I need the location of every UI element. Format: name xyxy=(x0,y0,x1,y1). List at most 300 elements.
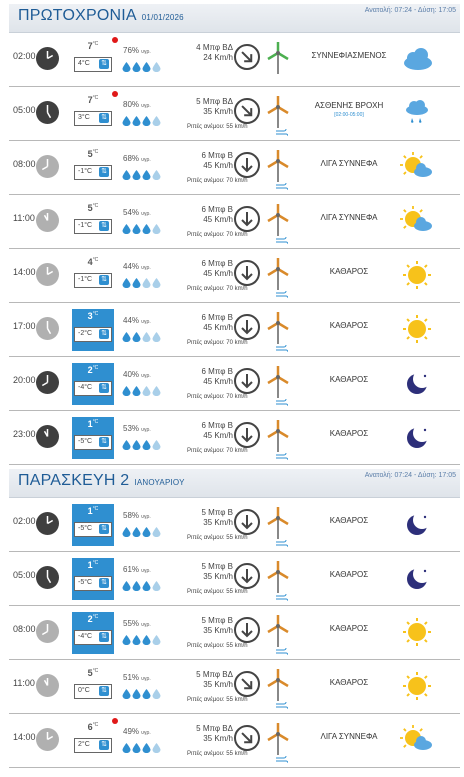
droplet-icon xyxy=(132,632,141,642)
forecast-row xyxy=(9,357,460,411)
droplet-icon xyxy=(142,383,151,393)
droplet-icon xyxy=(132,329,141,339)
thermometer-icon: ⇅ xyxy=(99,578,109,588)
forecast-row xyxy=(9,552,460,606)
droplet-icon xyxy=(132,167,141,177)
humidity-unit: υγρ. xyxy=(141,157,151,163)
max-temp-unit: °C xyxy=(92,41,99,47)
droplet-icon xyxy=(142,524,151,534)
droplet-icon xyxy=(142,740,151,750)
droplet-icon xyxy=(142,686,151,696)
wind-speed: 24 Km/h xyxy=(203,53,233,62)
droplet-icon xyxy=(132,383,141,393)
min-temp-value: -5 xyxy=(78,579,85,586)
wind-force: 6 Μπφ Β xyxy=(201,151,233,160)
wind-info xyxy=(177,724,233,744)
min-temp-value: -2 xyxy=(78,330,85,337)
wind-gust xyxy=(187,394,248,400)
wind-info xyxy=(177,616,233,636)
temperature-box xyxy=(72,504,114,546)
min-temp-value: -5 xyxy=(78,525,85,532)
clock-icon xyxy=(36,566,59,589)
thermometer-icon: ⇅ xyxy=(99,59,109,69)
min-temp-box xyxy=(74,111,112,126)
min-temp-value: 4 xyxy=(78,60,82,67)
wind-force: 5 Μπφ ΒΔ xyxy=(196,97,233,106)
wind-force: 6 Μπφ Β xyxy=(201,313,233,322)
max-temp-unit: °C xyxy=(92,560,99,566)
clock-icon xyxy=(36,317,59,340)
wind-info xyxy=(177,562,233,582)
gust-value: 55 km/h xyxy=(226,589,248,595)
thermometer-icon: ⇅ xyxy=(99,113,109,123)
temperature-box xyxy=(72,39,114,81)
moon-weather-icon xyxy=(399,421,435,453)
droplet-icon xyxy=(142,167,151,177)
max-temp xyxy=(72,149,114,159)
condition-text: ΛΙΓΑ ΣΥΝΝΕΦΑ xyxy=(320,159,378,168)
humidity-value: 68% xyxy=(123,154,140,163)
condition-text: ΚΑΘΑΡΟΣ xyxy=(329,321,369,330)
wind-gust xyxy=(187,643,248,649)
humidity-unit: υγρ. xyxy=(141,568,151,574)
max-temp-value: 4 xyxy=(87,257,93,267)
wind-speed: 45 Km/h xyxy=(203,323,233,332)
droplet-icon xyxy=(132,686,141,696)
min-temp-value: 2 xyxy=(78,741,82,748)
min-temp-value: 3 xyxy=(78,114,82,121)
wind-gust xyxy=(187,448,248,454)
time-label: 14:00 xyxy=(13,732,36,742)
wind-force: 6 Μπφ Β xyxy=(201,205,233,214)
clock-icon xyxy=(36,728,59,751)
day-header xyxy=(9,4,460,33)
thermometer-icon: ⇅ xyxy=(99,383,109,393)
max-temp-unit: °C xyxy=(92,149,99,155)
wind-gust xyxy=(187,751,248,757)
droplet-icon xyxy=(122,113,131,123)
droplet-icon xyxy=(152,632,161,642)
time-label: 08:00 xyxy=(13,624,36,634)
droplet-icon xyxy=(122,383,131,393)
humidity-unit: υγρ. xyxy=(141,730,151,736)
humidity-drops xyxy=(122,383,161,393)
sun-weather-icon xyxy=(399,670,435,702)
humidity-value: 61% xyxy=(123,565,140,574)
forecast-row xyxy=(9,249,460,303)
thermometer-icon: ⇅ xyxy=(99,740,109,750)
min-temp-box xyxy=(74,57,112,72)
droplet-icon xyxy=(152,275,161,285)
wind-info xyxy=(177,367,233,387)
wind-direction-arrow-icon xyxy=(234,422,260,448)
wind-gust xyxy=(187,124,248,130)
min-temp-box xyxy=(74,327,112,342)
gust-value: 70 km/h xyxy=(226,178,248,184)
humidity-unit: υγρ. xyxy=(141,427,151,433)
humidity-value: 44% xyxy=(123,262,140,271)
condition-text: ΚΑΘΑΡΟΣ xyxy=(329,624,369,633)
temperature-box xyxy=(72,147,114,189)
time-label: 05:00 xyxy=(13,105,36,115)
forecast-list xyxy=(0,4,464,768)
clock-icon xyxy=(36,209,59,232)
thermometer-icon: ⇅ xyxy=(99,686,109,696)
moon-weather-icon xyxy=(399,367,435,399)
gust-value: 70 km/h xyxy=(226,394,248,400)
humidity-value: 58% xyxy=(123,511,140,520)
humidity-value: 76% xyxy=(123,46,140,55)
humidity-unit: υγρ. xyxy=(141,622,151,628)
wind-turbine-icon xyxy=(266,41,290,80)
forecast-row xyxy=(9,141,460,195)
humidity xyxy=(123,619,151,628)
gust-icon xyxy=(276,534,288,541)
humidity xyxy=(123,673,151,682)
min-temp xyxy=(78,384,92,391)
forecast-row xyxy=(9,195,460,249)
humidity-drops xyxy=(122,632,161,642)
sun-weather-icon xyxy=(399,259,435,291)
gust-value: 55 km/h xyxy=(226,535,248,541)
gust-value: 55 km/h xyxy=(226,751,248,757)
gust-icon xyxy=(276,696,288,703)
max-temp xyxy=(72,311,114,321)
droplet-icon xyxy=(132,113,141,123)
thermometer-icon: ⇅ xyxy=(99,632,109,642)
droplet-icon xyxy=(152,383,161,393)
wind-info xyxy=(177,259,233,279)
droplet-icon xyxy=(122,329,131,339)
condition-period: [02:00-05:00] xyxy=(334,112,364,118)
condition-text: ΚΑΘΑΡΟΣ xyxy=(329,267,369,276)
max-temp-value: 2 xyxy=(87,365,93,375)
sunrise-text: Ανατολή: 07:24 xyxy=(364,472,413,479)
wind-gust xyxy=(187,589,248,595)
droplet-icon xyxy=(152,329,161,339)
min-temp-value: -5 xyxy=(78,438,85,445)
time-label: 11:00 xyxy=(13,213,35,223)
wind-info xyxy=(177,508,233,528)
thermometer-icon: ⇅ xyxy=(99,329,109,339)
humidity-unit: υγρ. xyxy=(141,514,151,520)
min-temp xyxy=(78,222,92,229)
wind-speed: 45 Km/h xyxy=(203,269,233,278)
humidity-value: 80% xyxy=(123,100,140,109)
time-label: 02:00 xyxy=(13,51,36,61)
gust-label: Ριπές ανέμου: xyxy=(187,178,225,184)
sunset-text: Δύση: 17:05 xyxy=(417,472,456,479)
max-temp-unit: °C xyxy=(92,95,99,101)
min-temp-unit: °C xyxy=(84,633,93,640)
condition-text: ΚΑΘΑΡΟΣ xyxy=(329,516,369,525)
droplet-icon xyxy=(132,59,141,69)
gust-value: 55 km/h xyxy=(226,124,248,130)
droplet-icon xyxy=(122,524,131,534)
condition-text: ΚΑΘΑΡΟΣ xyxy=(329,375,369,384)
wind-info xyxy=(177,313,233,333)
droplet-icon xyxy=(152,59,161,69)
min-temp-value: -1 xyxy=(78,168,85,175)
temperature-box xyxy=(72,720,114,762)
droplet-icon xyxy=(152,686,161,696)
temperature-box xyxy=(72,363,114,405)
gust-label: Ριπές ανέμου: xyxy=(187,124,225,130)
droplet-icon xyxy=(142,59,151,69)
max-temp-value: 7 xyxy=(87,41,93,51)
droplet-icon xyxy=(152,437,161,447)
forecast-row xyxy=(9,87,460,141)
max-temp-unit: °C xyxy=(92,257,99,263)
max-temp xyxy=(72,95,114,105)
clock-icon xyxy=(36,620,59,643)
humidity-drops xyxy=(122,686,161,696)
min-temp-unit: °C xyxy=(84,222,93,229)
condition-text: ΚΑΘΑΡΟΣ xyxy=(329,570,369,579)
max-temp-unit: °C xyxy=(92,668,99,674)
wind-direction-arrow-icon xyxy=(234,314,260,340)
wind-speed: 45 Km/h xyxy=(203,161,233,170)
forecast-row xyxy=(9,714,460,768)
thermometer-icon: ⇅ xyxy=(99,221,109,231)
min-temp-unit: °C xyxy=(84,384,93,391)
gust-label: Ριπές ανέμου: xyxy=(187,286,225,292)
max-temp xyxy=(72,560,114,570)
gust-label: Ριπές ανέμου: xyxy=(187,589,225,595)
droplet-icon xyxy=(122,437,131,447)
sun-weather-icon xyxy=(399,616,435,648)
max-temp-unit: °C xyxy=(92,506,99,512)
temperature-box xyxy=(72,612,114,654)
thermometer-icon: ⇅ xyxy=(99,275,109,285)
wind-speed: 45 Km/h xyxy=(203,215,233,224)
wind-force: 5 Μπφ Β xyxy=(201,616,233,625)
condition-text: ΚΑΘΑΡΟΣ xyxy=(329,678,369,687)
humidity-unit: υγρ. xyxy=(141,373,151,379)
min-temp-box xyxy=(74,576,112,591)
wind-info xyxy=(177,670,233,690)
wind-speed: 45 Km/h xyxy=(203,431,233,440)
max-temp-value: 1 xyxy=(87,506,93,516)
gust-icon xyxy=(276,285,288,292)
wind-direction-arrow-icon xyxy=(234,206,260,232)
temperature-box xyxy=(72,309,114,351)
gust-icon xyxy=(276,447,288,454)
droplet-icon xyxy=(132,437,141,447)
max-temp xyxy=(72,614,114,624)
wind-info xyxy=(177,205,233,225)
cloudy-weather-icon xyxy=(399,43,435,75)
forecast-row xyxy=(9,303,460,357)
wind-direction-arrow-icon xyxy=(234,617,260,643)
gust-icon xyxy=(276,123,288,130)
humidity-value: 53% xyxy=(123,424,140,433)
wind-force: 6 Μπφ Β xyxy=(201,421,233,430)
time-label: 02:00 xyxy=(13,516,36,526)
min-temp xyxy=(78,687,90,694)
min-temp xyxy=(78,633,92,640)
humidity xyxy=(123,727,151,736)
wind-gust xyxy=(187,697,248,703)
gust-label: Ριπές ανέμου: xyxy=(187,232,225,238)
droplet-icon xyxy=(142,275,151,285)
wind-info xyxy=(177,421,233,441)
sunrise-text: Ανατολή: 07:24 xyxy=(364,7,413,14)
droplet-icon xyxy=(152,221,161,231)
max-temp-value: 6 xyxy=(87,722,93,732)
max-temp-unit: °C xyxy=(92,614,99,620)
min-temp-value: -1 xyxy=(78,276,85,283)
droplet-icon xyxy=(122,59,131,69)
droplet-icon xyxy=(142,632,151,642)
min-temp-value: -1 xyxy=(78,222,85,229)
day-date: 01/01/2026 xyxy=(141,13,184,22)
humidity-drops xyxy=(122,275,161,285)
min-temp-box xyxy=(74,738,112,753)
max-temp-value: 1 xyxy=(87,419,93,429)
max-temp xyxy=(72,257,114,267)
rain-weather-icon xyxy=(399,97,435,129)
time-label: 14:00 xyxy=(13,267,36,277)
min-temp-unit: °C xyxy=(84,579,93,586)
min-temp-value: 0 xyxy=(78,687,82,694)
wind-force: 5 Μπφ Β xyxy=(201,508,233,517)
gust-icon xyxy=(276,231,288,238)
time-label: 20:00 xyxy=(13,375,36,385)
droplet-icon xyxy=(142,578,151,588)
gust-icon xyxy=(276,642,288,649)
humidity-drops xyxy=(122,329,161,339)
min-temp xyxy=(78,114,90,121)
max-temp xyxy=(72,506,114,516)
humidity-unit: υγρ. xyxy=(141,676,151,682)
droplet-icon xyxy=(122,740,131,750)
humidity xyxy=(123,511,151,520)
max-temp-value: 2 xyxy=(87,614,93,624)
humidity-unit: υγρ. xyxy=(141,265,151,271)
min-temp-box xyxy=(74,684,112,699)
day-name: ΠΡΩΤΟΧΡΟΝΙΑ xyxy=(18,7,137,24)
wind-speed: 35 Km/h xyxy=(203,734,233,743)
moon-weather-icon xyxy=(399,508,435,540)
partly-weather-icon xyxy=(399,205,435,237)
humidity-value: 54% xyxy=(123,208,140,217)
droplet-icon xyxy=(122,275,131,285)
wind-speed: 35 Km/h xyxy=(203,680,233,689)
min-temp-box xyxy=(74,219,112,234)
time-label: 17:00 xyxy=(13,321,36,331)
wind-gust xyxy=(187,535,248,541)
gust-label: Ριπές ανέμου: xyxy=(187,643,225,649)
droplet-icon xyxy=(152,167,161,177)
sunset-text: Δύση: 17:05 xyxy=(417,7,456,14)
wind-info xyxy=(177,151,233,171)
humidity-drops xyxy=(122,740,161,750)
min-temp-box xyxy=(74,630,112,645)
humidity-unit: υγρ. xyxy=(141,319,151,325)
droplet-icon xyxy=(132,740,141,750)
min-temp-unit: °C xyxy=(81,60,90,67)
temperature-box xyxy=(72,666,114,708)
max-temp-value: 3 xyxy=(87,311,93,321)
min-temp-value: -4 xyxy=(78,384,85,391)
humidity-value: 55% xyxy=(123,619,140,628)
droplet-icon xyxy=(152,113,161,123)
humidity-drops xyxy=(122,578,161,588)
gust-value: 70 km/h xyxy=(226,286,248,292)
humidity xyxy=(123,46,151,55)
droplet-icon xyxy=(152,524,161,534)
condition-text: ΛΙΓΑ ΣΥΝΝΕΦΑ xyxy=(320,732,378,741)
wind-direction-arrow-icon xyxy=(234,671,260,697)
max-temp-unit: °C xyxy=(92,203,99,209)
gust-value: 55 km/h xyxy=(226,697,248,703)
droplet-icon xyxy=(122,686,131,696)
humidity xyxy=(123,262,151,271)
condition-text: ΣΥΝΝΕΦΙΑΣΜΕΝΟΣ xyxy=(311,51,387,60)
clock-icon xyxy=(36,263,59,286)
min-temp-unit: °C xyxy=(84,330,93,337)
max-temp-value: 7 xyxy=(87,95,93,105)
forecast-row xyxy=(9,660,460,714)
max-temp xyxy=(72,365,114,375)
wind-direction-arrow-icon xyxy=(234,44,260,70)
temperature-box xyxy=(72,201,114,243)
gust-value: 70 km/h xyxy=(226,340,248,346)
droplet-icon xyxy=(142,221,151,231)
humidity xyxy=(123,316,151,325)
humidity-drops xyxy=(122,437,161,447)
wind-direction-arrow-icon xyxy=(234,563,260,589)
humidity-value: 51% xyxy=(123,673,140,682)
droplet-icon xyxy=(132,578,141,588)
min-temp-box xyxy=(74,165,112,180)
forecast-row xyxy=(9,411,460,465)
min-temp-unit: °C xyxy=(84,438,93,445)
warning-dot xyxy=(112,91,118,97)
time-label: 05:00 xyxy=(13,570,36,580)
gust-value: 70 km/h xyxy=(226,232,248,238)
gust-value: 55 km/h xyxy=(226,643,248,649)
max-temp-unit: °C xyxy=(92,365,99,371)
partly-weather-icon xyxy=(399,724,435,756)
wind-force: 5 Μπφ ΒΔ xyxy=(196,724,233,733)
humidity-unit: υγρ. xyxy=(141,211,151,217)
condition-text: ΑΣΘΕΝΗΣ ΒΡΟΧΗ xyxy=(314,101,384,110)
wind-direction-arrow-icon xyxy=(234,368,260,394)
wind-gust xyxy=(187,340,248,346)
max-temp-value: 1 xyxy=(87,560,93,570)
min-temp-unit: °C xyxy=(84,168,93,175)
gust-icon xyxy=(276,588,288,595)
sun-separator: - xyxy=(412,7,418,14)
min-temp xyxy=(78,579,92,586)
min-temp xyxy=(78,168,92,175)
humidity-unit: υγρ. xyxy=(141,103,151,109)
droplet-icon xyxy=(152,740,161,750)
wind-direction-arrow-icon xyxy=(234,725,260,751)
day-name: ΠΑΡΑΣΚΕΥΗ 2 xyxy=(18,472,130,489)
wind-info xyxy=(177,97,233,117)
forecast-row xyxy=(9,606,460,660)
day-date: ΙΑΝΟΥΑΡΙΟΥ xyxy=(134,478,185,487)
wind-speed: 35 Km/h xyxy=(203,518,233,527)
droplet-icon xyxy=(122,578,131,588)
thermometer-icon: ⇅ xyxy=(99,437,109,447)
clock-icon xyxy=(36,425,59,448)
droplet-icon xyxy=(132,524,141,534)
min-temp xyxy=(78,276,92,283)
